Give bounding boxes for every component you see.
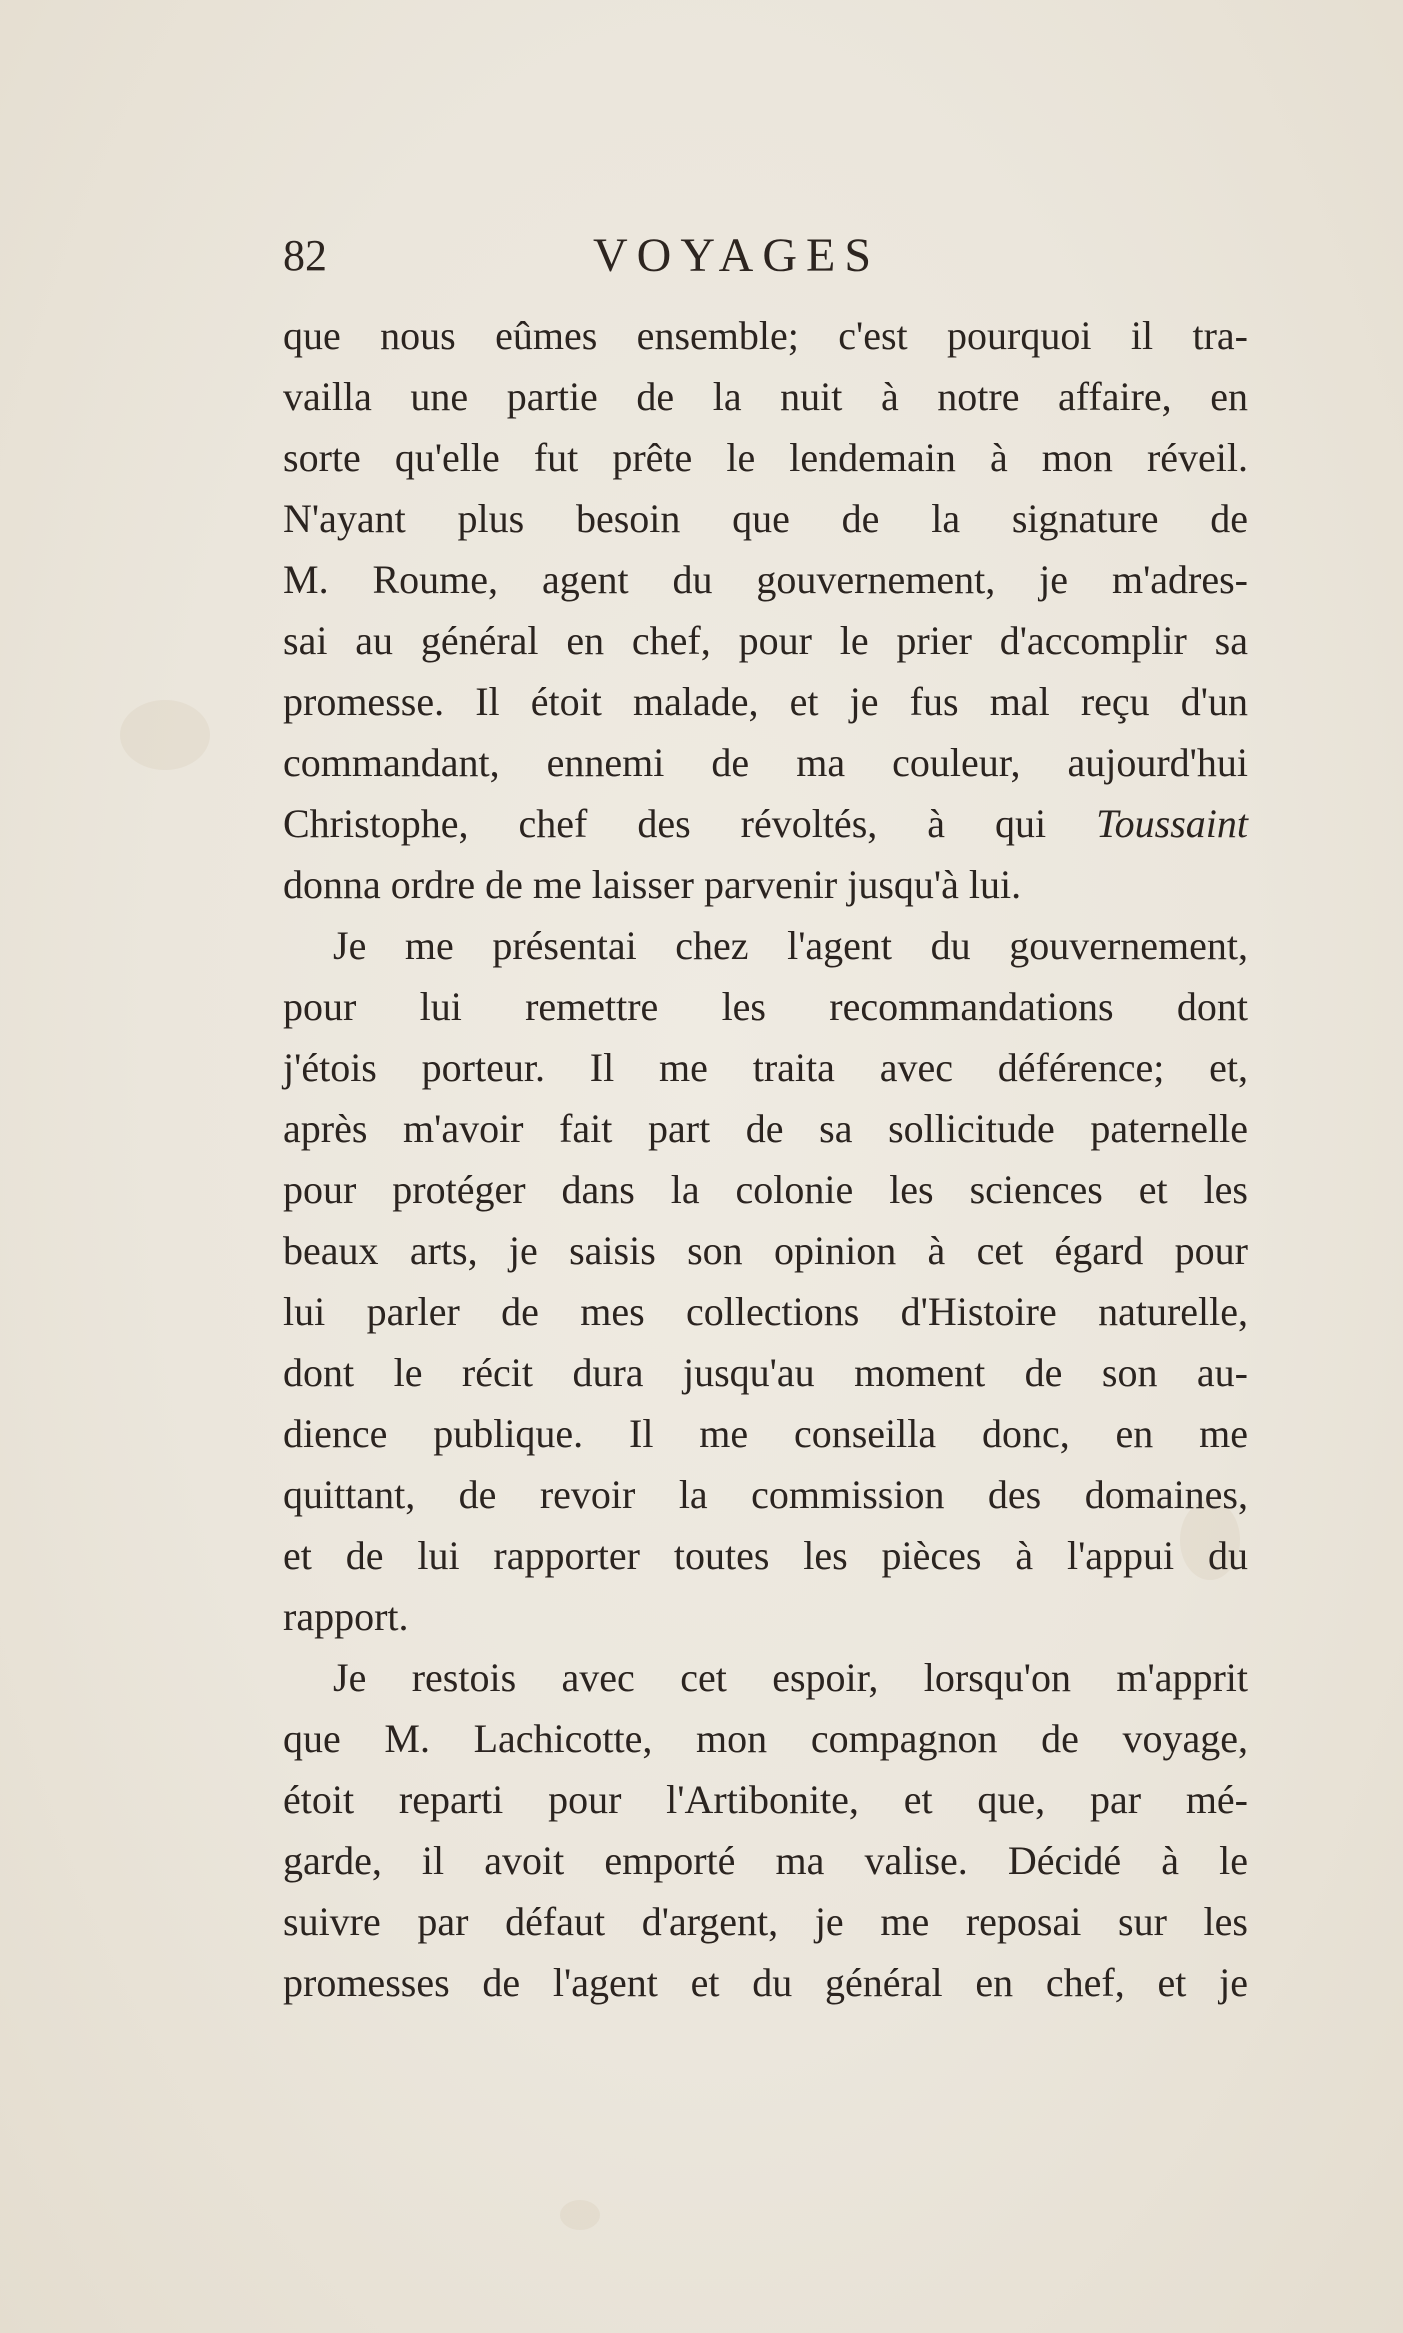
text-line: j'étois porteur. Il me traita avec déférence; et, — [283, 1045, 1248, 1090]
text-segment: Christophe, chef des révoltés, à qui — [283, 801, 1047, 846]
text-line: étoit reparti pour l'Artibonite, et que, par mé- — [283, 1777, 1248, 1822]
text-line: après m'avoir fait part de sa sollicitude paternelle — [283, 1106, 1248, 1151]
text-line: dience publique. Il me conseilla donc, en me — [283, 1411, 1248, 1456]
text-line: rapport. — [283, 1594, 409, 1639]
text-line: promesse. Il étoit malade, et je fus mal reçu d'un — [283, 679, 1248, 724]
text-line: vailla une partie de la nuit à notre affaire, en — [283, 374, 1248, 419]
italic-name: Toussaint — [1096, 801, 1249, 846]
body-text — [283, 305, 1248, 2013]
text-line: quittant, de revoir la commission des domaines, — [283, 1472, 1248, 1517]
text-line — [283, 793, 1248, 854]
text-line: garde, il avoit emporté ma valise. Décidé à le — [283, 1838, 1248, 1883]
text-line: promesses de l'agent et du général en chef, et je — [283, 1960, 1248, 2005]
page-header — [283, 228, 1243, 288]
text-line: pour lui remettre les recommandations dont — [283, 984, 1248, 1029]
page-number: 82 — [283, 231, 327, 280]
paragraph-start-line: Je me présentai chez l'agent du gouvernement, — [333, 923, 1248, 968]
paper-stain — [120, 700, 210, 770]
text-line: dont le récit dura jusqu'au moment de son au- — [283, 1350, 1248, 1395]
text-line: et de lui rapporter toutes les pièces à l'appui du — [283, 1533, 1248, 1578]
text-line: donna ordre de me laisser parvenir jusqu'à lui. — [283, 862, 1022, 907]
text-line: sai au général en chef, pour le prier d'accomplir sa — [283, 618, 1248, 663]
paragraph-start-line: Je restois avec cet espoir, lorsqu'on m'apprit — [333, 1655, 1248, 1700]
text-line: que nous eûmes ensemble; c'est pourquoi il tra- — [283, 313, 1248, 358]
text-line: beaux arts, je saisis son opinion à cet égard pour — [283, 1228, 1248, 1273]
text-line: sorte qu'elle fut prête le lendemain à mon réveil. — [283, 435, 1248, 480]
text-line: M. Roume, agent du gouvernement, je m'adres- — [283, 557, 1248, 602]
text-line: suivre par défaut d'argent, je me reposai sur les — [283, 1899, 1248, 1944]
text-line: que M. Lachicotte, mon compagnon de voyage, — [283, 1716, 1248, 1761]
text-line: N'ayant plus besoin que de la signature de — [283, 496, 1248, 541]
paper-stain — [560, 2200, 600, 2230]
running-head: VOYAGES — [593, 229, 881, 282]
text-line: lui parler de mes collections d'Histoire naturelle, — [283, 1289, 1248, 1334]
text-line: pour protéger dans la colonie les sciences et les — [283, 1167, 1248, 1212]
text-line: commandant, ennemi de ma couleur, aujourd'hui — [283, 740, 1248, 785]
